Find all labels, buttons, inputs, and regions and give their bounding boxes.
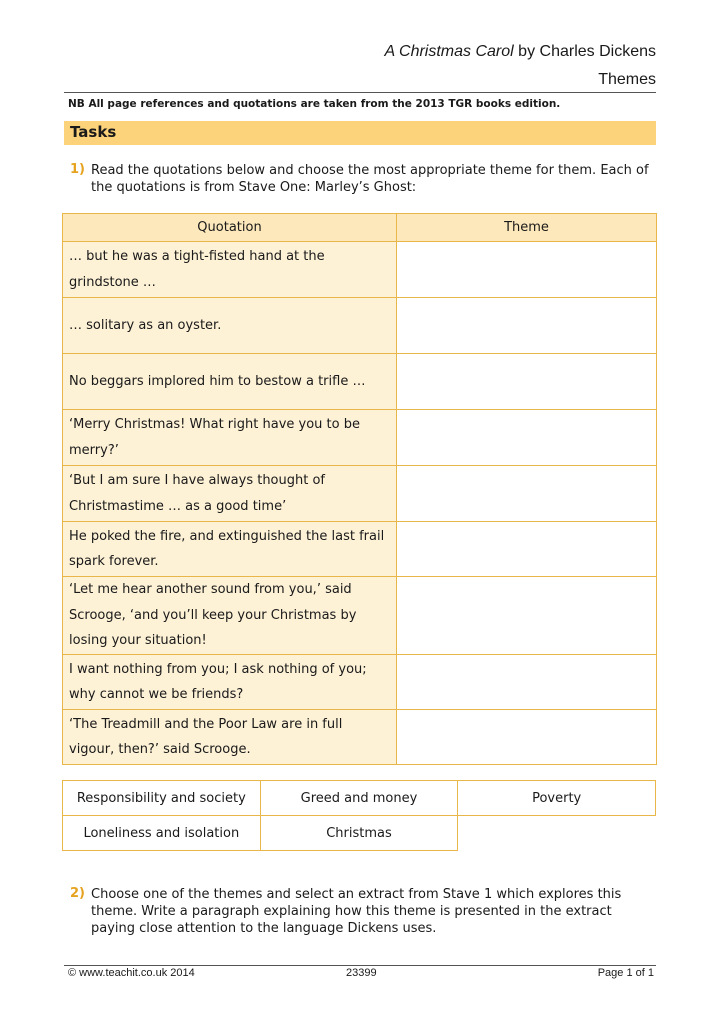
table-row (63, 577, 657, 655)
footer-divider (64, 965, 656, 966)
document-subtitle: Themes (598, 71, 656, 88)
theme-answer-cell[interactable] (397, 354, 657, 410)
footer-page-number: Page 1 of 1 (597, 967, 654, 979)
tasks-heading: Tasks (70, 123, 117, 141)
quotation-cell: ‘Let me hear another sound from you,’ said Scrooge, ‘and you’ll keep your Christmas by losing your situation! (63, 577, 397, 655)
table-row (63, 242, 657, 298)
header-divider (64, 92, 656, 93)
quotation-cell: … but he was a tight-fisted hand at the grindstone … (63, 242, 397, 298)
table-row (63, 298, 657, 354)
author-byline: by Charles Dickens (513, 43, 656, 60)
table-row (63, 655, 657, 710)
theme-answer-cell[interactable] (397, 710, 657, 765)
theme-answer-cell[interactable] (397, 242, 657, 298)
empty-cell (458, 816, 656, 851)
quotation-cell: ‘But I am sure I have always thought of Christmastime … as a good time’ (63, 466, 397, 522)
quotation-theme-table (62, 213, 657, 765)
table-header-row (63, 214, 657, 242)
theme-answer-cell[interactable] (397, 410, 657, 466)
quotation-cell: … solitary as an oyster. (63, 298, 397, 354)
edition-note: NB All page references and quotations are taken from the 2013 TGR books edition. (68, 98, 561, 110)
task-2-instructions: Choose one of the themes and select an extract from Stave 1 which explores this theme. Write a paragraph explaining how this theme is presented in the extract paying close attention to the language Dickens uses. (91, 887, 622, 936)
book-title: A Christmas Carol (384, 43, 514, 60)
theme-option: Loneliness and isolation (63, 816, 261, 851)
theme-column-header: Theme (397, 214, 657, 242)
quotation-cell: I want nothing from you; I ask nothing of you; why cannot we be friends? (63, 655, 397, 710)
table-row (63, 410, 657, 466)
theme-option: Christmas (260, 816, 458, 851)
task-1-number: 1) (70, 162, 85, 177)
quotation-cell: No beggars implored him to bestow a trifle … (63, 354, 397, 410)
task-1-instructions: Read the quotations below and choose the most appropriate theme for them. Each of the quotations is from Stave One: Marley’s Ghost: (91, 163, 649, 195)
table-row (63, 710, 657, 765)
quotation-column-header: Quotation (63, 214, 397, 242)
footer-code: 23399 (346, 967, 377, 979)
theme-answer-cell[interactable] (397, 655, 657, 710)
theme-answer-cell[interactable] (397, 522, 657, 577)
theme-option: Responsibility and society (63, 781, 261, 816)
theme-options-table (62, 780, 656, 851)
theme-options-row (63, 781, 656, 816)
table-row (63, 466, 657, 522)
tasks-section-bar (64, 121, 656, 145)
quotation-cell: He poked the fire, and extinguished the last frail spark forever. (63, 522, 397, 577)
quotation-cell: ‘Merry Christmas! What right have you to be merry?’ (63, 410, 397, 466)
theme-option: Greed and money (260, 781, 458, 816)
table-row (63, 522, 657, 577)
theme-answer-cell[interactable] (397, 577, 657, 655)
theme-answer-cell[interactable] (397, 466, 657, 522)
document-title (385, 43, 657, 61)
theme-answer-cell[interactable] (397, 298, 657, 354)
footer-copyright: © www.teachit.co.uk 2014 (68, 967, 195, 979)
theme-options-row (63, 816, 656, 851)
table-row (63, 354, 657, 410)
theme-option: Poverty (458, 781, 656, 816)
quotation-cell: ‘The Treadmill and the Poor Law are in full vigour, then?’ said Scrooge. (63, 710, 397, 765)
task-2-number: 2) (70, 886, 85, 901)
